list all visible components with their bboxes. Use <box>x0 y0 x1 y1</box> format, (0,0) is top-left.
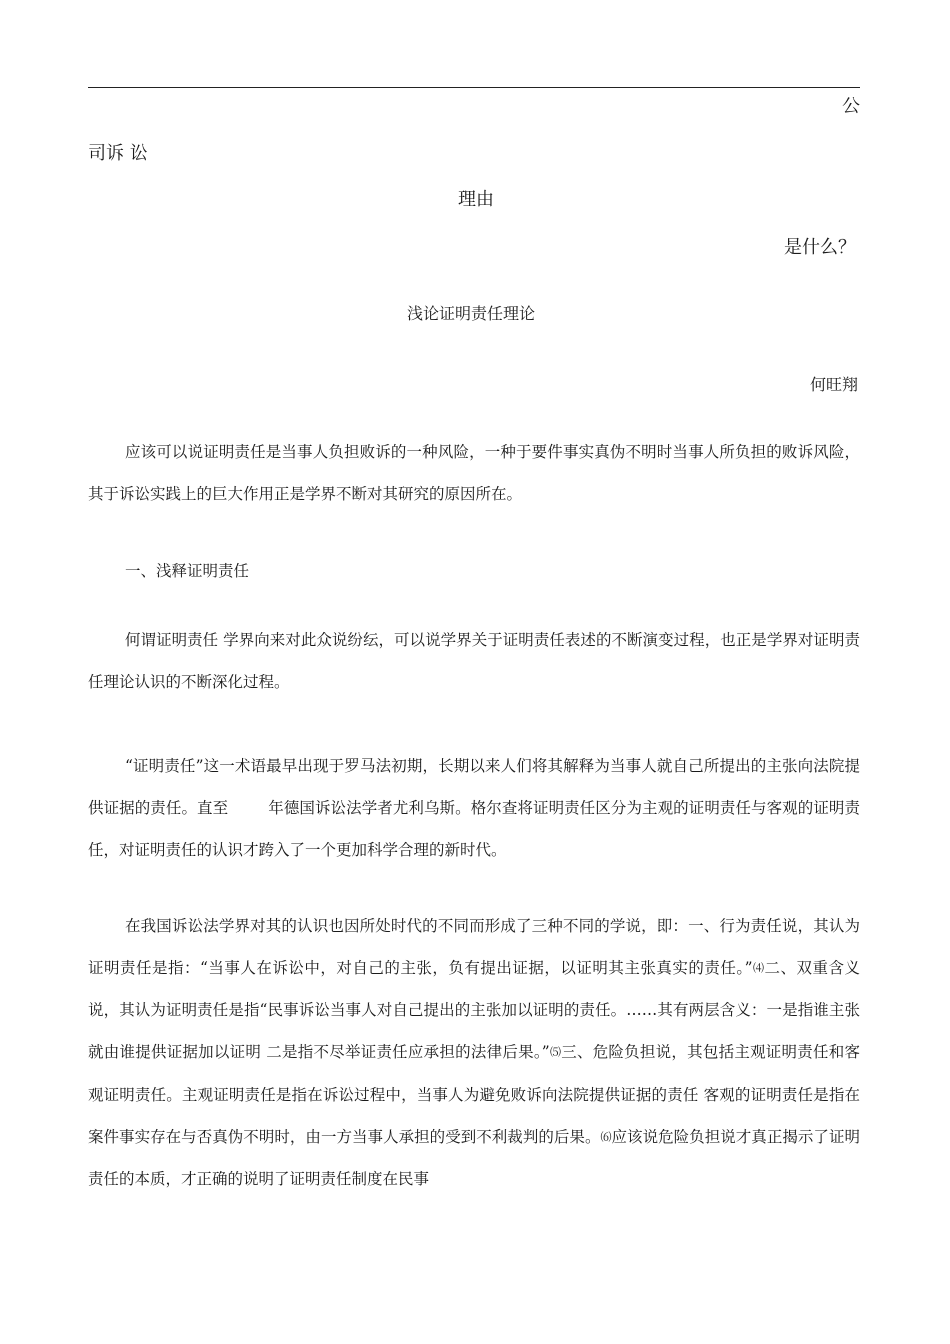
paragraph-definition: 何谓证明责任 学界向来对此众说纷纭，可以说学界关于证明责任表述的不断演变过程，也正是学界对证明责任理论认识的不断深化过程。 <box>88 631 860 691</box>
title-fragment-4: 是什么？ <box>784 237 856 258</box>
footnote-ref-6: ⑹ <box>600 1130 612 1144</box>
paragraph-history <box>88 745 860 871</box>
theories-text-d: 应该说危险负担说才真正揭示了证明责任的本质，才正确的说明了证明责任制度在民事 <box>88 1127 860 1189</box>
article-title: 浅论证明责任理论 <box>407 304 536 323</box>
title-fragment-2: 司诉 讼 <box>88 143 148 164</box>
history-text-b: 年德国诉讼法学者尤利乌斯。格尔查将证明责任区分为主观的证明责任与客观的证明责任，对证明责任的认识才跨入了一个更加科学合理的新时代。 <box>88 799 860 859</box>
article-author: 何旺翔 <box>810 375 859 394</box>
title-fragment-1: 公 <box>842 96 860 117</box>
theories-text-a: 在我国诉讼法学界对其的认识也因所处时代的不同而形成了三种不同的学说，即：一、行为责任说，其认为证明责任是指：“当事人在诉讼中，对自己的主张，负有提出证据，以证明其主张真实的责任。” <box>88 917 860 977</box>
header-rule <box>88 87 860 88</box>
footnote-ref-5: ⑸ <box>549 1045 562 1059</box>
title-fragment-3: 理由 <box>458 189 494 210</box>
paragraph-theories <box>88 905 860 1200</box>
paragraph-intro: 应该可以说证明责任是当事人负担败诉的一种风险，一种于要件事实真伪不明时当事人所负担的败诉风险，其于诉讼实践上的巨大作用正是学界不断对其研究的原因所在。 <box>88 443 860 503</box>
theories-text-c: 三、危险负担说，其包括主观证明责任和客观证明责任。主观证明责任是指在诉讼过程中，当事人为避免败诉向法院提供证据的责任 客观的证明责任是指在案件事实存在与否真伪不明时，由一方当事人承担的受到不利裁判的后果。 <box>88 1043 860 1146</box>
section-heading: 一、浅释证明责任 <box>125 562 250 580</box>
theories-text-b: 二、双重含义说，其认为证明责任是指“民事诉讼当事人对自己提出的主张加以证明的责任。……其有两层含义：一是指谁主张就由谁提供证据加以证明 二是指不尽举证责任应承担的法律后果。” <box>88 959 860 1062</box>
history-text-a: “证明责任”这一术语最早出现于罗马法初期，长期以来人们将其解释为当事人就自己所提出的主张向法院提供证据的责任。直至 <box>88 757 860 817</box>
footnote-ref-4: ⑷ <box>752 961 765 975</box>
